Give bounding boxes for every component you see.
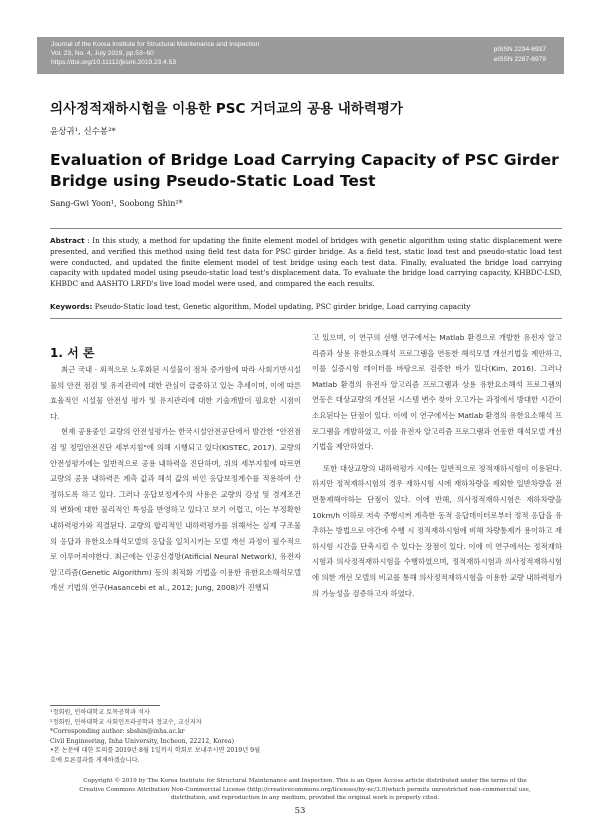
paragraph: 또한 대상교량의 내하력평가 시에는 일반적으로 정적재하시험이 이용된다. 하지만 정적재하시험의 경우 재하시험 시에 재하차량을 제외한 일반차량을 전면통제해야하는 단점이 있다. 이에 반해, 의사정적재하시험은 재하차량을 10km/h 이하로 저속 주행시켜 계측한 동적 응답데이터로부터 정적 응답을 유추하는 방법으로 야간에 수행 시 정적재하시험에 비해 차량통제가 용이하고 재하시험 시간을 단축시킬 수 있다는 장점이 있다. 이에 이 연구에서는 정적재하시험과 의사정적재하시험을 수행하였으며, 정적재하시험과 의사정적재하시험에 의한 개선 모델의 비교를 통해 의사정적재하시험을 이용한 교량 내하력평가의 가능성을 검증하고자 하였다. xyxy=(312,463,562,598)
eissn: eISSN 2287-6979 xyxy=(493,56,546,63)
footnote: 호에 토론결과를 게재하겠습니다. xyxy=(50,756,140,764)
footnote-corresponding-author: *Corresponding author: sbshin@inha.ac.kr xyxy=(50,728,185,735)
body-column-right xyxy=(312,330,562,601)
pissn: pISSN 2234-6937 xyxy=(493,46,546,53)
keywords-bottom-rule xyxy=(50,318,562,319)
issn-block xyxy=(494,45,546,65)
keywords xyxy=(50,302,562,312)
abstract-text: : In this study, a method for updating the finite element model of bridges with genetic algorithm using static displacement were presented, and verified this method using field test data for PSC girder bridge. As a field test, static load test and pseudo-static load test were conducted, and updated the finite element model of test bridge using each test data. Finally, evaluated the bridge load carrying capacity with updated model using pseudo-static load test's displacement data. To evaluate the bridge load carrying capacity, KHBDC-LSD, KHBDC and AASHTO LRFD's live load model were used, and compared the each results. xyxy=(50,236,562,289)
paragraph: 고 있으며, 이 연구의 선행 연구에서는 Matlab 환경으로 개발한 유전자 알고리즘과 상용 유한요소해석 프로그램을 연동한 해석모델 개선기법을 제안하고, 이를 실증시험 데이터를 바탕으로 검증한 바가 있다(Kim, 2016). 그러나 Matlab 환경의 유전자 알고리즘 프로그램과 상용 유한요소해석 프로그램의 연동은 대상교량의 개선된 시스템 변수 찾아 오고가는 과정에서 방대한 시간이 소요된다는 단점이 있다. 이에 이 연구에서는 Matlab 환경의 유한요소해석 프로그램을 개발하였고, 이를 유전자 알고리즘 프로그램과 연동한 해석모델 개선 기법을 제안하였다. xyxy=(312,333,562,452)
journal-volume: Vol. 23, No. 4, July 2019, pp.53~60 xyxy=(51,50,154,57)
keywords-label: Keywords: xyxy=(50,302,93,311)
paragraph: 현재 공용중인 교량의 안전성평가는 한국시설안전공단에서 발간한 "안전점검 및 정밀안전진단 세부지침"에 의해 시행되고 있다(KISTEC, 2017). 교량의 안전성평가에는 일반적으로 공용 내하력을 진단하며, 위의 세부지침에 따르면 교량의 공용 내하력은 계측 값과 해석 값의 비인 응답보정계수를 적용하여 산정하도록 하고 있다. 그러나 응답보정계수의 사용은 교량의 강성 및 경계조건의 변화에 대한 물리적인 특성을 반영하고 있다고 보기 어렵고, 이는 부정확한 내하력평가와 직결된다. 교량의 합리적인 내하력평가를 위해서는 실제 구조물의 응답과 유한요소해석모델의 응답을 일치시키는 모델 개선 과정이 필수적으로 이루어져야한다. 최근에는 인공신경망(Atificial Neural Network), 유전자 알고리즘(Genetic Algorithm) 등의 최적화 기법을 이용한 유한요소해석모델 개선 기법의 연구(Hasancebi et al., 2012; Jung, 2008)가 진행되 xyxy=(50,427,301,593)
page-number: 53 xyxy=(294,806,306,816)
abstract-top-rule xyxy=(50,228,562,229)
doi-link[interactable]: https://doi.org/10.11112/jksmi.2019.23.4.53 xyxy=(51,59,176,66)
footnote: ²정회원, 인하대학교 사회인프라공학과 정교수, 교신저자 xyxy=(50,718,202,726)
footnote: ¹정회원, 인하대학교 토목공학과 석사 xyxy=(50,709,151,716)
journal-citation xyxy=(51,40,259,67)
footnote-rule xyxy=(50,705,160,706)
authors-korean: 윤상귀¹, 신수봉²* xyxy=(50,127,116,137)
paragraph: 최근 국내 · 외적으로 노후화된 시설물이 점차 증가함에 따라 사회기반시설물의 안전 점검 및 유지관리에 대한 관심이 급증하고 있는 추세이며, 이에 따른 효율적인 시설물 안전성 평가 및 유지관리에 대한 기술개발이 필요한 시점이다. xyxy=(50,365,301,421)
journal-name: Journal of the Korea Institute for Structural Maintenance and Inspection xyxy=(51,41,260,48)
paper-title-english: Evaluation of Bridge Load Carrying Capacity of PSC Girder Bridge using Pseudo-Static Load Test xyxy=(50,151,559,190)
abstract xyxy=(50,236,562,290)
abstract-label: Abstract xyxy=(50,236,85,245)
footnote: •본 논문에 대한 토의를 2019년 8월 1일까지 학회로 보내주시면 2019년 9월 xyxy=(50,747,261,754)
keywords-text: Pseudo-Static load test, Genetic algorithm, Model updating, PSC girder bridge, Load carrying capacity xyxy=(94,302,471,311)
paper-title-korean: 의사정적재하시험을 이용한 PSC 거더교의 공용 내하력평가 xyxy=(50,101,403,117)
copyright-notice: Copyright © 2019 by The Korea Institute for Structural Maintenance and Inspection. This is an Open Access article distributed under the terms of the Creative Commons Attribution Non-Commercial License (http://creativecommons.org/licenses/by-nc/3.0)which permits unrestricted non-commercial use, distribution, and reproduction in any medium, provided the original work is properly cited. xyxy=(79,778,531,801)
footnotes xyxy=(50,708,305,765)
body-column-left xyxy=(50,362,301,596)
footnote: Civil Engineering, Inha University, Incheon, 22212, Korea) xyxy=(50,737,235,745)
section-heading-introduction: 1. 서 론 xyxy=(50,346,95,360)
journal-header-band xyxy=(37,37,564,74)
authors-english: Sang-Gwi Yoon¹, Soobong Shin²* xyxy=(50,199,183,208)
